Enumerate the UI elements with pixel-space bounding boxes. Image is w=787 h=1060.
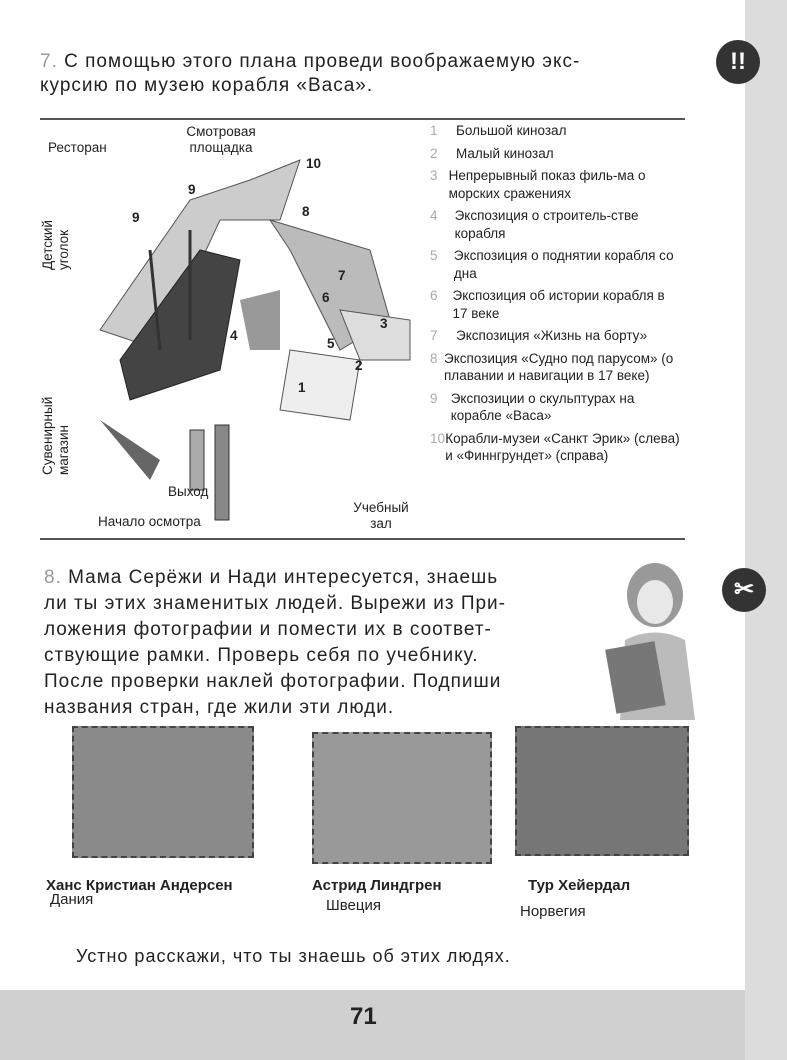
scissors-icon: ✂ <box>722 568 766 612</box>
photo-frame-andersen <box>72 726 254 858</box>
task8-line: ложения фотографии и помести их в соответ- <box>44 619 492 640</box>
person-country: Дания <box>50 891 94 908</box>
task8-line: ли ты этих знаменитых людей. Вырежи из При- <box>44 593 506 614</box>
map-number: 4 <box>230 328 238 343</box>
map-number: 9 <box>132 210 140 225</box>
task8-line: 8. Мама Серёжи и Нади интересуется, знаешь <box>44 567 499 588</box>
person-name: Астрид Линдгрен <box>312 877 442 894</box>
map-number: 1 <box>298 380 306 395</box>
map-number: 3 <box>380 316 388 331</box>
map-number: 2 <box>355 358 363 373</box>
map-label-kids: Детский уголок <box>40 220 71 270</box>
legend-item: 1 Большой кинозал <box>430 123 567 138</box>
legend-item: 10 Корабли-музеи «Санкт Эрик» (слева) и «Финнгрундет» (справа) <box>430 430 680 463</box>
legend-item: 2 Малый кинозал <box>430 145 554 161</box>
map-label-study: Учебный зал <box>353 500 409 531</box>
map-label-viewpoint: Смотровая площадка <box>186 124 256 155</box>
map-number: 10 <box>306 156 322 171</box>
map-label-start: Начало осмотра <box>98 514 201 529</box>
map-number: 5 <box>327 336 335 351</box>
footer-instruction: Устно расскажи, что ты знаешь об этих людях. <box>76 946 511 966</box>
map-number: 7 <box>338 268 346 283</box>
person-name: Тур Хейердал <box>528 877 631 894</box>
map-number: 6 <box>322 290 330 305</box>
photo-frame-heyerdahl <box>515 726 689 856</box>
legend-item: 7 Экспозиция «Жизнь на борту» <box>430 328 648 343</box>
task7-line1: 7. С помощью этого плана проведи воображаемую экс- <box>40 51 581 72</box>
task8-line: После проверки наклей фотографии. Подпиши <box>44 671 502 692</box>
person-name: Ханс Кристиан Андерсен <box>46 877 233 894</box>
person-country: Норвегия <box>520 903 586 920</box>
legend-item: 8 Экспозиция «Судно под парусом» (о плавании и навигации в 17 веке) <box>430 350 674 383</box>
page-number: 71 <box>350 1003 377 1030</box>
map-label-restaurant: Ресторан <box>48 140 107 155</box>
legend-item: 6 Экспозиция об истории корабля в 17 веке <box>430 288 665 321</box>
legend-item: 4 Экспозиция о строитель-стве корабля <box>430 208 639 241</box>
legend-item: 5 Экспозиция о поднятии корабля со дна <box>430 248 674 281</box>
map-number: 9 <box>188 182 196 197</box>
map-number: 8 <box>302 204 310 219</box>
girl-illustration <box>600 560 710 720</box>
task7-line2: курсию по музею корабля «Васа». <box>40 75 374 96</box>
task8-line: названия стран, где жили эти люди. <box>44 697 395 718</box>
legend-item: 3 Непрерывный показ филь-ма о морских сражениях <box>430 168 646 201</box>
side-margin <box>745 0 787 1060</box>
map-label-souvenir: Сувенирный магазин <box>40 396 71 475</box>
person-country: Швеция <box>326 897 381 914</box>
map-label-exit: Выход <box>168 484 209 499</box>
task8-line: ствующие рамки. Проверь себя по учебнику. <box>44 645 479 666</box>
attention-icon: !! <box>716 40 760 84</box>
photo-frame-lindgren <box>312 732 492 864</box>
map-legend <box>430 122 680 470</box>
legend-item: 9 Экспозиции о скульптурах на корабле «Васа» <box>430 390 635 423</box>
